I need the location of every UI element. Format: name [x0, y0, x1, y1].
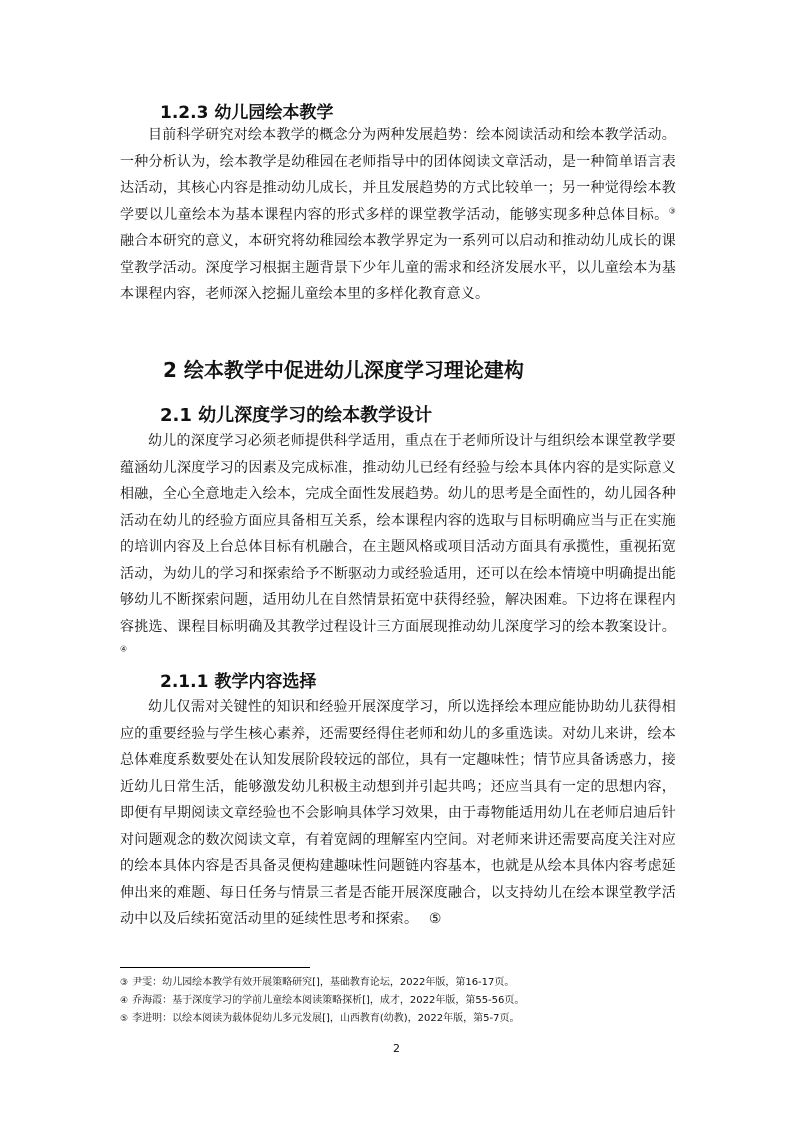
- footnote-5: [120, 1010, 680, 1028]
- footnote-3-mark: ③: [120, 978, 129, 988]
- footnote-5-mark: ⑤: [120, 1014, 129, 1024]
- paragraph-2: [120, 428, 676, 667]
- section-heading-1-2-3: 1.2.3 幼儿园绘本教学: [160, 103, 334, 123]
- footnote-ref-3[interactable]: ③: [668, 205, 676, 215]
- chapter-heading-2: 2 绘本教学中促进幼儿深度学习理论建构: [163, 358, 524, 382]
- footnote-3: [120, 974, 680, 992]
- paragraph-2-text: 幼儿的深度学习必须老师提供科学适用，重点在于老师所设计与组织绘本课堂教学要蕴涵幼儿深度学习的因素及完成标准，推动幼儿已经有经验与绘本具体内容的是实际意义相融，全心全意地走入绘本，完成全面性发展趋势。幼儿的思考是全面性的，幼儿园各种活动在幼儿的经验方面应具备相互关系，绘本课程内容的选取与目标明确应当与正在实施的培训内容及上台总体目标有机融合，在主题风格或项目活动方面具有承揽性，重视拓宽活动，为幼儿的学习和探索给予不断驱动力或经验适用，还可以在绘本情境中明确提出能够幼儿不断探索问题，适用幼儿在自然情景拓宽中获得经验，解决困难。下边将在课程内容挑选、课程目标明确及其教学过程设计三方面展现推动幼儿深度学习的绘本教案设计。: [120, 433, 676, 635]
- footnote-4: [120, 992, 680, 1010]
- footnotes: [120, 974, 680, 1028]
- section-heading-2-1: 2.1 幼儿深度学习的绘本教学设计: [160, 405, 433, 426]
- footnote-separator: [120, 967, 310, 968]
- footnote-ref-4[interactable]: ④: [120, 644, 128, 654]
- footnote-ref-5[interactable]: ⑤: [428, 911, 442, 927]
- page-number: 2: [393, 1042, 400, 1055]
- footnote-3-text: 尹雯：幼儿园绘本教学有效开展策略研究[]，基础教育论坛，2022年版，第16-17页。: [132, 977, 515, 988]
- footnote-4-text: 乔海霞：基于深度学习的学前儿童绘本阅读策略探析[]，成才，2022年版，第55-56页。: [132, 995, 525, 1006]
- paragraph-1-text-a: 目前科学研究对绘本教学的概念分为两种发展趋势：绘本阅读活动和绘本教学活动。一种分析认为，绘本教学是幼稚园在老师指导中的团体阅读文章活动，是一种简单语言表达活动，其核心内容是推动幼儿成长，并且发展趋势的方式比较单一；另一种觉得绘本教学要以儿童绘本为基本课程内容的形式多样的课堂教学活动，能够实现多种总体目标。: [120, 127, 676, 223]
- section-heading-2-1-1: 2.1.1 教学内容选择: [160, 672, 317, 692]
- paragraph-3-text: 幼儿仅需对关键性的知识和经验开展深度学习，所以选择绘本理应能协助幼儿获得相应的重要经验与学生核心素养，还需要经得住老师和幼儿的多重选读。对幼儿来讲，绘本总体难度系数要处在认知发展阶段较远的部位，具有一定趣味性；情节应具备诱惑力，接近幼儿日常生活，能够激发幼儿积极主动想到并引起共鸣；还应当具有一定的思想内容，即便有早期阅读文章经验也不会影响具体学习效果，由于毒物能适用幼儿在老师启迪后针对问题观念的数次阅读文章，有着宽阔的理解室内空间。对老师来讲还需要高度关注对应的绘本具体内容是否具备灵便构建趣味性问题链内容基本，也就是从绘本具体内容考虑延伸出来的难题、每日任务与情景三者是否能开展深度融合，以支持幼儿在绘本课堂教学活动中以及后续拓宽活动里的延续性思考和探索。: [120, 699, 676, 927]
- paragraph-1-text-b: 融合本研究的意义，本研究将幼稚园绘本教学界定为一系列可以启动和推动幼儿成长的课堂教学活动。深度学习根据主题背景下少年儿童的需求和经济发展水平，以儿童绘本为基本课程内容，老师深入挖掘儿童绘本里的多样化教育意义。: [120, 233, 676, 302]
- paragraph-1: [120, 122, 676, 308]
- footnote-5-text: 李进明：以绘本阅读为载体促幼儿多元发展[]，山西教育(幼教)，2022年版，第5-7页。: [132, 1013, 520, 1024]
- footnote-4-mark: ④: [120, 996, 129, 1006]
- paragraph-3: [120, 694, 676, 933]
